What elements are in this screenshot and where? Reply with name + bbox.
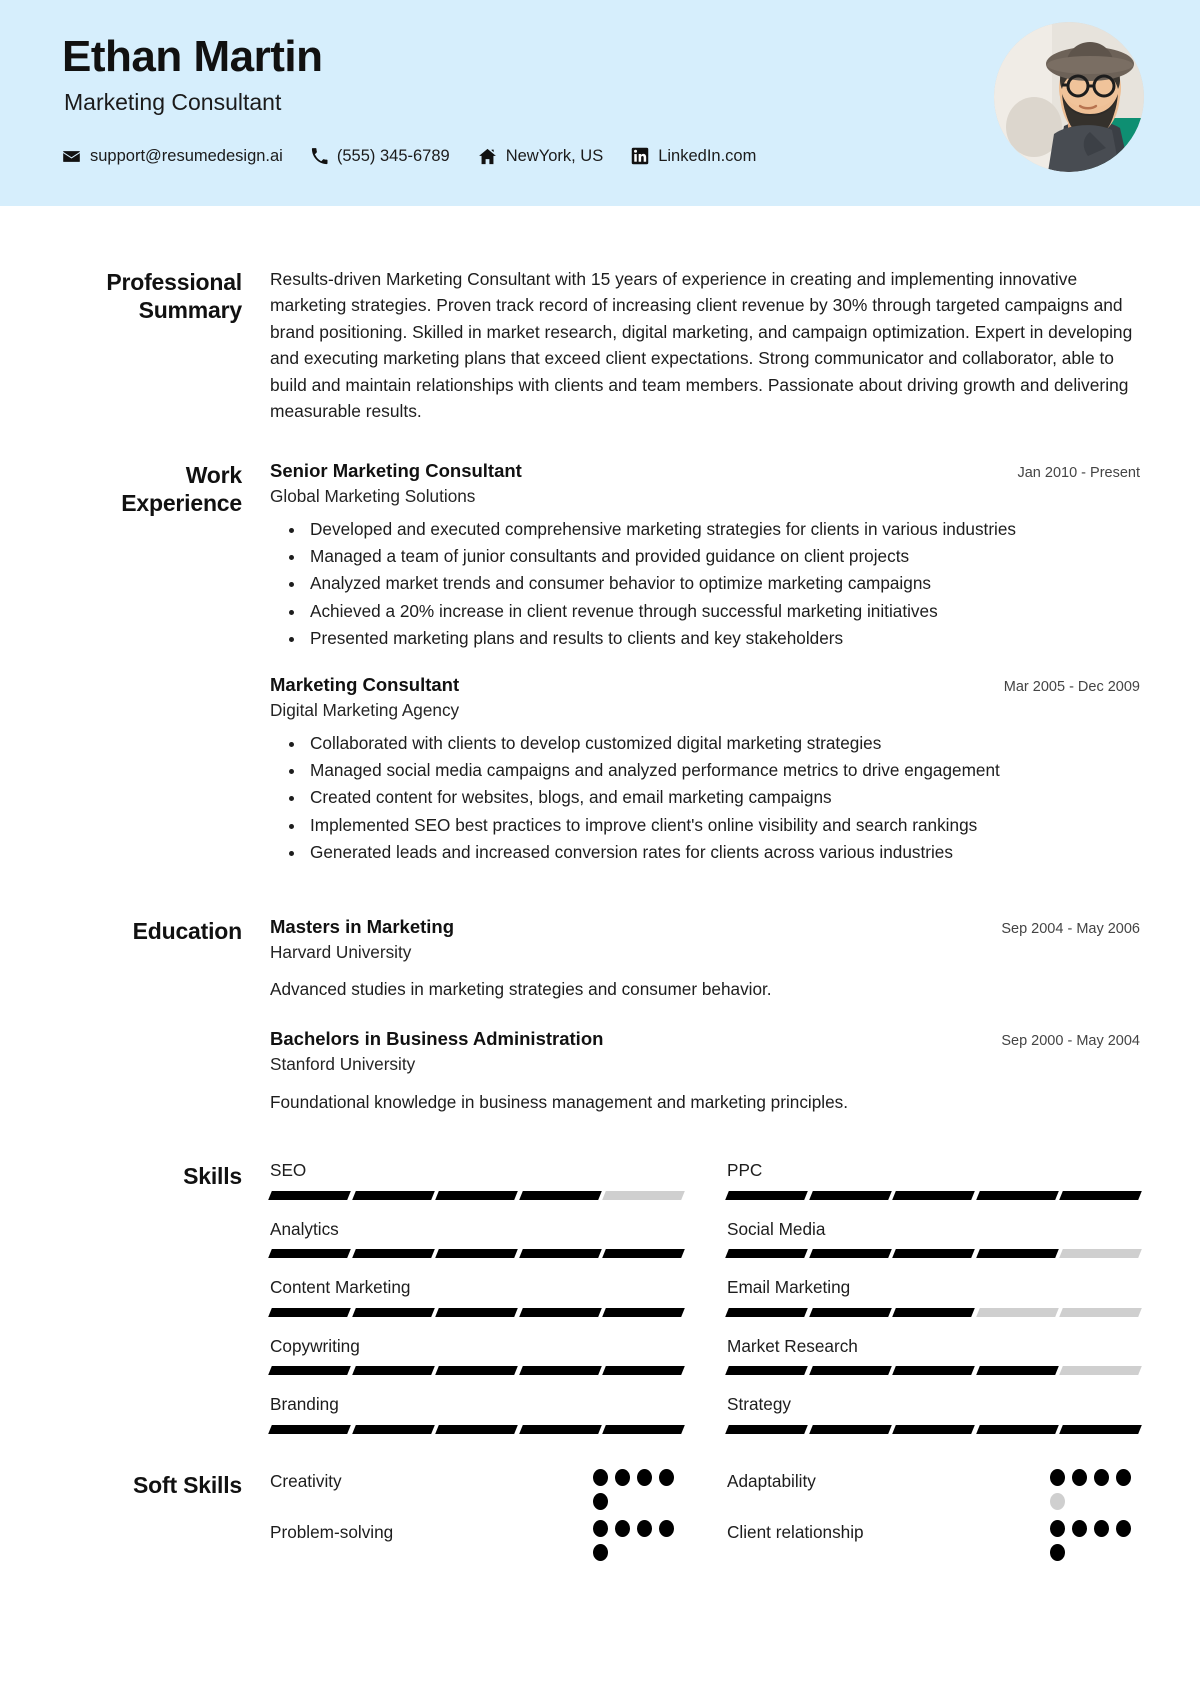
soft-skill-item [727,1469,1140,1520]
section-skills [62,1160,1140,1453]
education-description: Advanced studies in marketing strategies and consumer behavior. [270,979,772,1000]
soft-skill-item [270,1520,683,1571]
education-entry-header [270,1027,1140,1050]
soft-skill-level-dot [1094,1469,1109,1486]
experience-organization: Digital Marketing Agency [270,699,460,720]
skill-level-bar [727,1308,1140,1317]
skill-level-bar [727,1366,1140,1375]
skill-item [270,1219,683,1278]
skill-level-bar [270,1308,683,1317]
linkedin-icon [631,147,649,165]
skill-level-segment [1060,1191,1142,1200]
soft-skill-level-dot [615,1469,630,1486]
experience-bullet: • Managed a team of junior consultants and provided guidance on client projects [306,544,1140,569]
soft-skill-level-dots [1050,1520,1140,1561]
skill-level-segment [976,1308,1058,1317]
experience-bullet: • Analyzed market trends and consumer behavior to optimize marketing campaigns [306,571,1140,596]
education-school: Harvard University [270,941,412,962]
skill-level-segment [1060,1249,1142,1258]
experience-bullet: • Generated leads and increased conversion rates for clients across various industries [306,840,1140,865]
education-date: Sep 2000 - May 2004 [1001,1033,1140,1050]
skill-level-segment [725,1425,807,1434]
skill-level-segment [725,1249,807,1258]
experience-bullet: • Managed social media campaigns and analyzed performance metrics to drive engagement [306,758,1140,783]
experience-bullet: • Collaborated with clients to develop customized digital marketing strategies [306,731,1140,756]
skill-name: Analytics [270,1218,339,1239]
section-label-experience: Work Experience [121,461,242,516]
skill-level-segment [268,1308,350,1317]
soft-skill-level-dot [593,1469,608,1486]
experience-bullet: • Developed and executed comprehensive marketing strategies for clients in various industries [306,517,1140,542]
experience-entry-header [270,673,1140,696]
section-education [62,915,1140,1114]
skill-level-bar [727,1249,1140,1258]
skill-level-segment [519,1249,601,1258]
skill-level-segment [603,1191,685,1200]
experience-date: Jan 2010 - Present [1017,464,1140,481]
section-label-skills: Skills [183,1162,242,1189]
education-school: Stanford University [270,1054,416,1075]
education-list [270,915,1140,1114]
contact-email-text: support@resumedesign.ai [90,146,283,165]
skill-level-segment [435,1308,517,1317]
skill-name: SEO [270,1159,307,1180]
skill-level-segment [603,1249,685,1258]
skill-level-segment [352,1249,434,1258]
envelope-icon [62,147,81,166]
skill-level-segment [809,1308,891,1317]
section-soft-skills [62,1469,1140,1571]
soft-skill-level-dots [593,1469,683,1510]
skill-level-segment [725,1191,807,1200]
skill-level-segment [725,1366,807,1375]
skill-level-bar [270,1366,683,1375]
skill-level-segment [268,1425,350,1434]
skill-item [270,1336,683,1395]
skill-name: Market Research [727,1335,858,1356]
contact-row [62,147,1140,166]
skill-item [727,1336,1140,1395]
soft-skill-level-dot [637,1520,652,1537]
experience-date: Mar 2005 - Dec 2009 [1003,678,1140,695]
skill-item [727,1219,1140,1278]
experience-bullets [270,517,1140,651]
skill-level-segment [352,1191,434,1200]
soft-skill-level-dot [637,1469,652,1486]
skill-name: Social Media [727,1218,826,1239]
experience-bullets [270,731,1140,865]
skill-level-segment [519,1425,601,1434]
skill-level-segment [892,1308,974,1317]
soft-skill-level-dots [1050,1469,1140,1510]
contact-phone-text: (555) 345-6789 [336,146,450,165]
skill-name: PPC [727,1159,763,1180]
experience-bullet: • Implemented SEO best practices to improve client's online visibility and search rankings [306,813,1140,838]
skill-level-segment [435,1366,517,1375]
summary-text: Results-driven Marketing Consultant with 15 years of experience in creating and implementing innovative marketing strategies. Proven track record of increasing client revenue by 30% through targeted campaigns and brand positioning. Skilled in market research, digital marketing, and campaign optimization. Expert in developing and executing marketing plans that exceed client expectations. Strong communicator and collaborator, able to build and maintain relationships with clients and team members. Passionate about driving growth and delivering measurable results. [270,269,1133,422]
skill-level-segment [892,1249,974,1258]
skill-item [727,1160,1140,1219]
skill-level-segment [976,1366,1058,1375]
soft-skill-item [727,1520,1140,1571]
contact-linkedin-text: LinkedIn.com [658,146,757,165]
skill-name: Copywriting [270,1335,360,1356]
experience-organization: Global Marketing Solutions [270,485,476,506]
soft-skill-level-dot [1094,1520,1109,1537]
soft-skill-level-dot [593,1493,608,1510]
skill-level-segment [603,1425,685,1434]
soft-skill-level-dot [1050,1469,1065,1486]
skill-name: Email Marketing [727,1277,851,1298]
experience-entry-header [270,459,1140,482]
skill-name: Branding [270,1394,339,1415]
skill-level-bar [727,1425,1140,1434]
skill-level-segment [519,1308,601,1317]
education-description: Foundational knowledge in business management and marketing principles. [270,1091,849,1112]
contact-location [478,147,604,166]
resume-header [0,0,1200,206]
skill-level-segment [809,1425,891,1434]
section-work-experience [62,459,1140,871]
section-label-education: Education [132,917,242,944]
soft-skills-grid [270,1469,1140,1571]
skill-item [727,1277,1140,1336]
contact-location-text: NewYork, US [505,146,604,165]
skill-level-segment [352,1366,434,1375]
skill-level-bar [270,1425,683,1434]
skill-level-segment [725,1308,807,1317]
skill-level-segment [352,1425,434,1434]
skill-name: Strategy [727,1394,792,1415]
skill-level-segment [1060,1308,1142,1317]
avatar-photo-illustration [994,22,1144,172]
soft-skill-name: Client relationship [727,1522,864,1543]
section-label-summary: Professional Summary [106,269,242,324]
skill-level-segment [1060,1366,1142,1375]
skill-item [270,1160,683,1219]
soft-skill-level-dot [593,1544,608,1561]
skill-level-segment [519,1366,601,1375]
education-entry [270,1027,1140,1114]
experience-list [270,459,1140,871]
candidate-name: Ethan Martin [62,32,323,81]
skill-level-segment [809,1249,891,1258]
skill-item [727,1394,1140,1453]
skill-level-segment [268,1249,350,1258]
skill-level-segment [976,1191,1058,1200]
education-date: Sep 2004 - May 2006 [1001,920,1140,937]
skill-level-segment [435,1425,517,1434]
contact-linkedin[interactable] [631,147,756,166]
skill-level-segment [435,1249,517,1258]
education-entry [270,915,1140,1002]
skill-level-segment [519,1191,601,1200]
soft-skill-level-dot [1050,1493,1065,1510]
soft-skill-name: Creativity [270,1471,342,1492]
experience-entry [270,673,1140,865]
education-entry-header [270,915,1140,938]
skills-grid [270,1160,1140,1453]
soft-skill-level-dot [615,1520,630,1537]
experience-bullet: • Created content for websites, blogs, and email marketing campaigns [306,785,1140,810]
home-icon [478,147,497,166]
soft-skill-level-dot [1116,1520,1131,1537]
education-degree: Masters in Marketing [270,915,455,937]
avatar [994,22,1144,172]
skill-level-bar [727,1191,1140,1200]
soft-skill-item [270,1469,683,1520]
soft-skill-name: Adaptability [727,1471,816,1492]
soft-skill-level-dot [659,1520,674,1537]
experience-bullet: • Presented marketing plans and results to clients and key stakeholders [306,626,1140,651]
skill-level-segment [809,1366,891,1375]
soft-skill-level-dot [1072,1469,1087,1486]
skill-level-segment [976,1249,1058,1258]
experience-role: Marketing Consultant [270,673,460,695]
experience-role: Senior Marketing Consultant [270,459,522,481]
section-label-soft-skills: Soft Skills [133,1472,242,1499]
section-professional-summary [62,266,1140,425]
skill-item [270,1394,683,1453]
skill-level-segment [809,1191,891,1200]
resume-body [0,266,1200,1571]
soft-skill-name: Problem-solving [270,1522,394,1543]
contact-phone[interactable] [311,147,450,166]
skill-item [270,1277,683,1336]
skill-level-segment [892,1366,974,1375]
skill-level-segment [268,1366,350,1375]
experience-entry [270,459,1140,651]
skill-level-segment [1060,1425,1142,1434]
soft-skill-level-dot [1116,1469,1131,1486]
soft-skill-level-dot [1050,1520,1065,1537]
skill-level-bar [270,1249,683,1258]
skill-level-segment [892,1191,974,1200]
skill-level-segment [976,1425,1058,1434]
candidate-job-title: Marketing Consultant [64,89,282,116]
soft-skill-level-dots [593,1520,683,1561]
education-degree: Bachelors in Business Administration [270,1028,604,1050]
skill-level-segment [603,1366,685,1375]
contact-email[interactable] [62,147,283,166]
phone-icon [311,147,328,166]
skill-level-segment [603,1308,685,1317]
skill-level-segment [352,1308,434,1317]
soft-skill-level-dot [659,1469,674,1486]
skill-level-segment [892,1425,974,1434]
soft-skill-level-dot [1072,1520,1087,1537]
soft-skill-level-dot [1050,1544,1065,1561]
experience-bullet: • Achieved a 20% increase in client revenue through successful marketing initiatives [306,599,1140,624]
soft-skill-level-dot [593,1520,608,1537]
skill-level-segment [435,1191,517,1200]
skill-level-segment [268,1191,350,1200]
skill-level-bar [270,1191,683,1200]
skill-name: Content Marketing [270,1277,411,1298]
